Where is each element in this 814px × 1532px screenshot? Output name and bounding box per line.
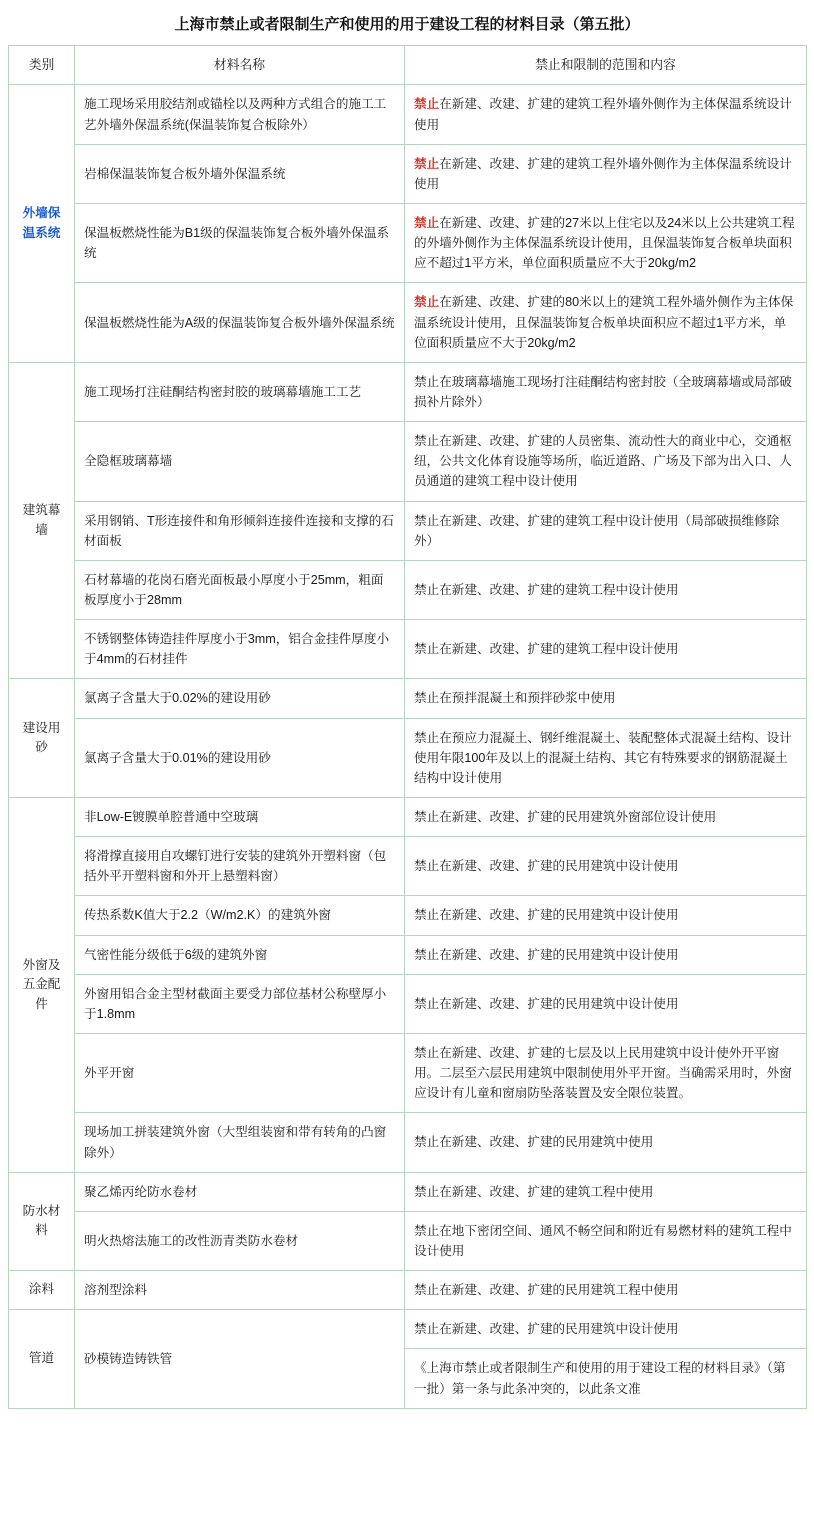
scope-cell: 禁止在新建、改建、扩建的民用建筑中使用	[405, 1113, 807, 1172]
scope-cell: 禁止在玻璃幕墙施工现场打注硅酮结构密封胶（全玻璃幕墙或局部破损补片除外）	[405, 362, 807, 421]
scope-cell: 禁止在新建、改建、扩建的民用建筑外窗部位设计使用	[405, 797, 807, 836]
table-row	[9, 1310, 807, 1349]
material-catalog-table	[8, 45, 807, 1409]
table-row	[9, 283, 807, 362]
material-name-cell: 施工现场采用胶结剂或锚栓以及两种方式组合的施工工艺外墙外保温系统(保温装饰复合板除外）	[75, 85, 405, 144]
material-name-cell: 传热系数K值大于2.2（W/m2.K）的建筑外窗	[75, 896, 405, 935]
scope-cell: 禁止在新建、改建、扩建的七层及以上民用建筑中设计使外开平窗用。二层至六层民用建筑中限制使用外平开窗。当确需采用时，外窗应设计有儿童和窗扇防坠落装置及安全限位装置。	[405, 1033, 807, 1112]
material-name-cell: 明火热熔法施工的改性沥青类防水卷材	[75, 1211, 405, 1270]
scope-text: 在新建、改建、扩建的建筑工程外墙外侧作为主体保温系统设计使用	[414, 97, 792, 132]
scope-cell: 禁止在预拌混凝土和预拌砂浆中使用	[405, 679, 807, 718]
category-cell: 防水材料	[9, 1172, 75, 1270]
material-name-cell: 全隐框玻璃幕墙	[75, 422, 405, 501]
category-cell: 管道	[9, 1310, 75, 1408]
page-title: 上海市禁止或者限制生产和使用的用于建设工程的材料目录（第五批）	[174, 16, 640, 33]
scope-cell: 禁止在新建、改建、扩建的民用建筑中设计使用	[405, 837, 807, 896]
scope-cell: 禁止在新建、改建、扩建的建筑工程中设计使用	[405, 620, 807, 679]
table-row	[9, 896, 807, 935]
material-name-cell: 外平开窗	[75, 1033, 405, 1112]
scope-cell	[405, 283, 807, 362]
table-row	[9, 501, 807, 560]
scope-cell: 禁止在预应力混凝土、钢纤维混凝土、装配整体式混凝土结构、设计使用年限100年及以上的混凝土结构、其它有特殊要求的钢筋混凝土结构中设计使用	[405, 718, 807, 797]
table-row	[9, 362, 807, 421]
table-row	[9, 620, 807, 679]
scope-cell: 禁止在新建、改建、扩建的建筑工程中设计使用	[405, 560, 807, 619]
material-name-cell: 气密性能分级低于6级的建筑外窗	[75, 935, 405, 974]
table-row	[9, 935, 807, 974]
material-name-cell: 现场加工拼装建筑外窗（大型组装窗和带有转角的凸窗除外）	[75, 1113, 405, 1172]
scope-cell	[405, 204, 807, 283]
table-row	[9, 560, 807, 619]
table-header	[9, 46, 807, 85]
scope-cell-note: 《上海市禁止或者限制生产和使用的用于建设工程的材料目录》（第一批）第一条与此条冲突的，以此条文准	[405, 1349, 807, 1408]
table-row	[9, 1113, 807, 1172]
scope-text: 在新建、改建、扩建的建筑工程外墙外侧作为主体保温系统设计使用	[414, 156, 792, 191]
ban-keyword: 禁止	[414, 216, 440, 231]
ban-keyword: 禁止	[414, 97, 440, 112]
scope-cell: 禁止在新建、改建、扩建的民用建筑中设计使用	[405, 1310, 807, 1349]
material-name-cell: 非Low-E镀膜单腔普通中空玻璃	[75, 797, 405, 836]
table-body	[9, 85, 807, 1408]
material-name-cell: 施工现场打注硅酮结构密封胶的玻璃幕墙施工工艺	[75, 362, 405, 421]
column-header-material: 材料名称	[75, 46, 405, 85]
material-name-cell: 溶剂型涂料	[75, 1271, 405, 1310]
scope-cell: 禁止在新建、改建、扩建的建筑工程中使用	[405, 1172, 807, 1211]
material-name-cell: 将滑撑直接用自攻螺钉进行安装的建筑外开塑料窗（包括外平开塑料窗和外开上悬塑料窗）	[75, 837, 405, 896]
material-name-cell: 采用钢销、T形连接件和角形倾斜连接件连接和支撑的石材面板	[75, 501, 405, 560]
scope-cell: 禁止在新建、改建、扩建的人员密集、流动性大的商业中心，交通枢纽，公共文化体育设施等场所，临近道路、广场及下部为出入口、人员通道的建筑工程中设计使用	[405, 422, 807, 501]
material-name-cell: 保温板燃烧性能为B1级的保温装饰复合板外墙外保温系统	[75, 204, 405, 283]
table-row	[9, 718, 807, 797]
scope-cell: 禁止在新建、改建、扩建的民用建筑中设计使用	[405, 935, 807, 974]
table-row	[9, 679, 807, 718]
scope-text: 在新建、改建、扩建的80米以上的建筑工程外墙外侧作为主体保温系统设计使用，且保温装饰复合板单块面积应不超过1平方米，单位面积质量应不大于20kg/m2	[414, 295, 794, 350]
ban-keyword: 禁止	[414, 295, 440, 310]
category-cell: 建设用砂	[9, 679, 75, 798]
table-row	[9, 1033, 807, 1112]
table-row	[9, 85, 807, 144]
category-cell: 涂料	[9, 1271, 75, 1310]
scope-cell: 禁止在新建、改建、扩建的民用建筑工程中使用	[405, 1271, 807, 1310]
ban-keyword: 禁止	[414, 156, 440, 171]
table-row	[9, 1172, 807, 1211]
material-name-cell: 外窗用铝合金主型材截面主要受力部位基材公称壁厚小于1.8mm	[75, 974, 405, 1033]
table-row	[9, 1271, 807, 1310]
category-cell: 建筑幕墙	[9, 362, 75, 679]
column-header-category: 类别	[9, 46, 75, 85]
table-row	[9, 974, 807, 1033]
table-row	[9, 422, 807, 501]
material-name-cell: 岩棉保温装饰复合板外墙外保温系统	[75, 144, 405, 203]
category-cell: 外窗及五金配件	[9, 797, 75, 1172]
scope-cell: 禁止在新建、改建、扩建的建筑工程中设计使用（局部破损维修除外）	[405, 501, 807, 560]
material-name-cell: 石材幕墙的花岗石磨光面板最小厚度小于25mm，粗面板厚度小于28mm	[75, 560, 405, 619]
table-header-row	[9, 46, 807, 85]
table-row	[9, 797, 807, 836]
table-row	[9, 837, 807, 896]
material-name-cell: 不锈钢整体铸造挂件厚度小于3mm，铝合金挂件厚度小于4mm的石材挂件	[75, 620, 405, 679]
column-header-scope: 禁止和限制的范围和内容	[405, 46, 807, 85]
material-name-cell: 氯离子含量大于0.01%的建设用砂	[75, 718, 405, 797]
scope-cell: 禁止在地下密闭空间、通风不畅空间和附近有易燃材料的建筑工程中设计使用	[405, 1211, 807, 1270]
scope-cell: 禁止在新建、改建、扩建的民用建筑中设计使用	[405, 974, 807, 1033]
scope-cell: 禁止在新建、改建、扩建的民用建筑中设计使用	[405, 896, 807, 935]
scope-cell	[405, 144, 807, 203]
scope-cell	[405, 85, 807, 144]
category-cell: 外墙保温系统	[9, 85, 75, 362]
material-name-cell: 氯离子含量大于0.02%的建设用砂	[75, 679, 405, 718]
table-row	[9, 144, 807, 203]
table-row	[9, 1211, 807, 1270]
material-name-cell: 保温板燃烧性能为A级的保温装饰复合板外墙外保温系统	[75, 283, 405, 362]
material-name-cell: 聚乙烯丙纶防水卷材	[75, 1172, 405, 1211]
scope-text: 在新建、改建、扩建的27米以上住宅以及24米以上公共建筑工程的外墙外侧作为主体保温系统设计使用，且保温装饰复合板单块面积应不超过1平方米，单位面积质量应不大于20kg/m2	[414, 216, 795, 271]
table-row	[9, 204, 807, 283]
material-name-cell: 砂模铸造铸铁管	[75, 1310, 405, 1408]
